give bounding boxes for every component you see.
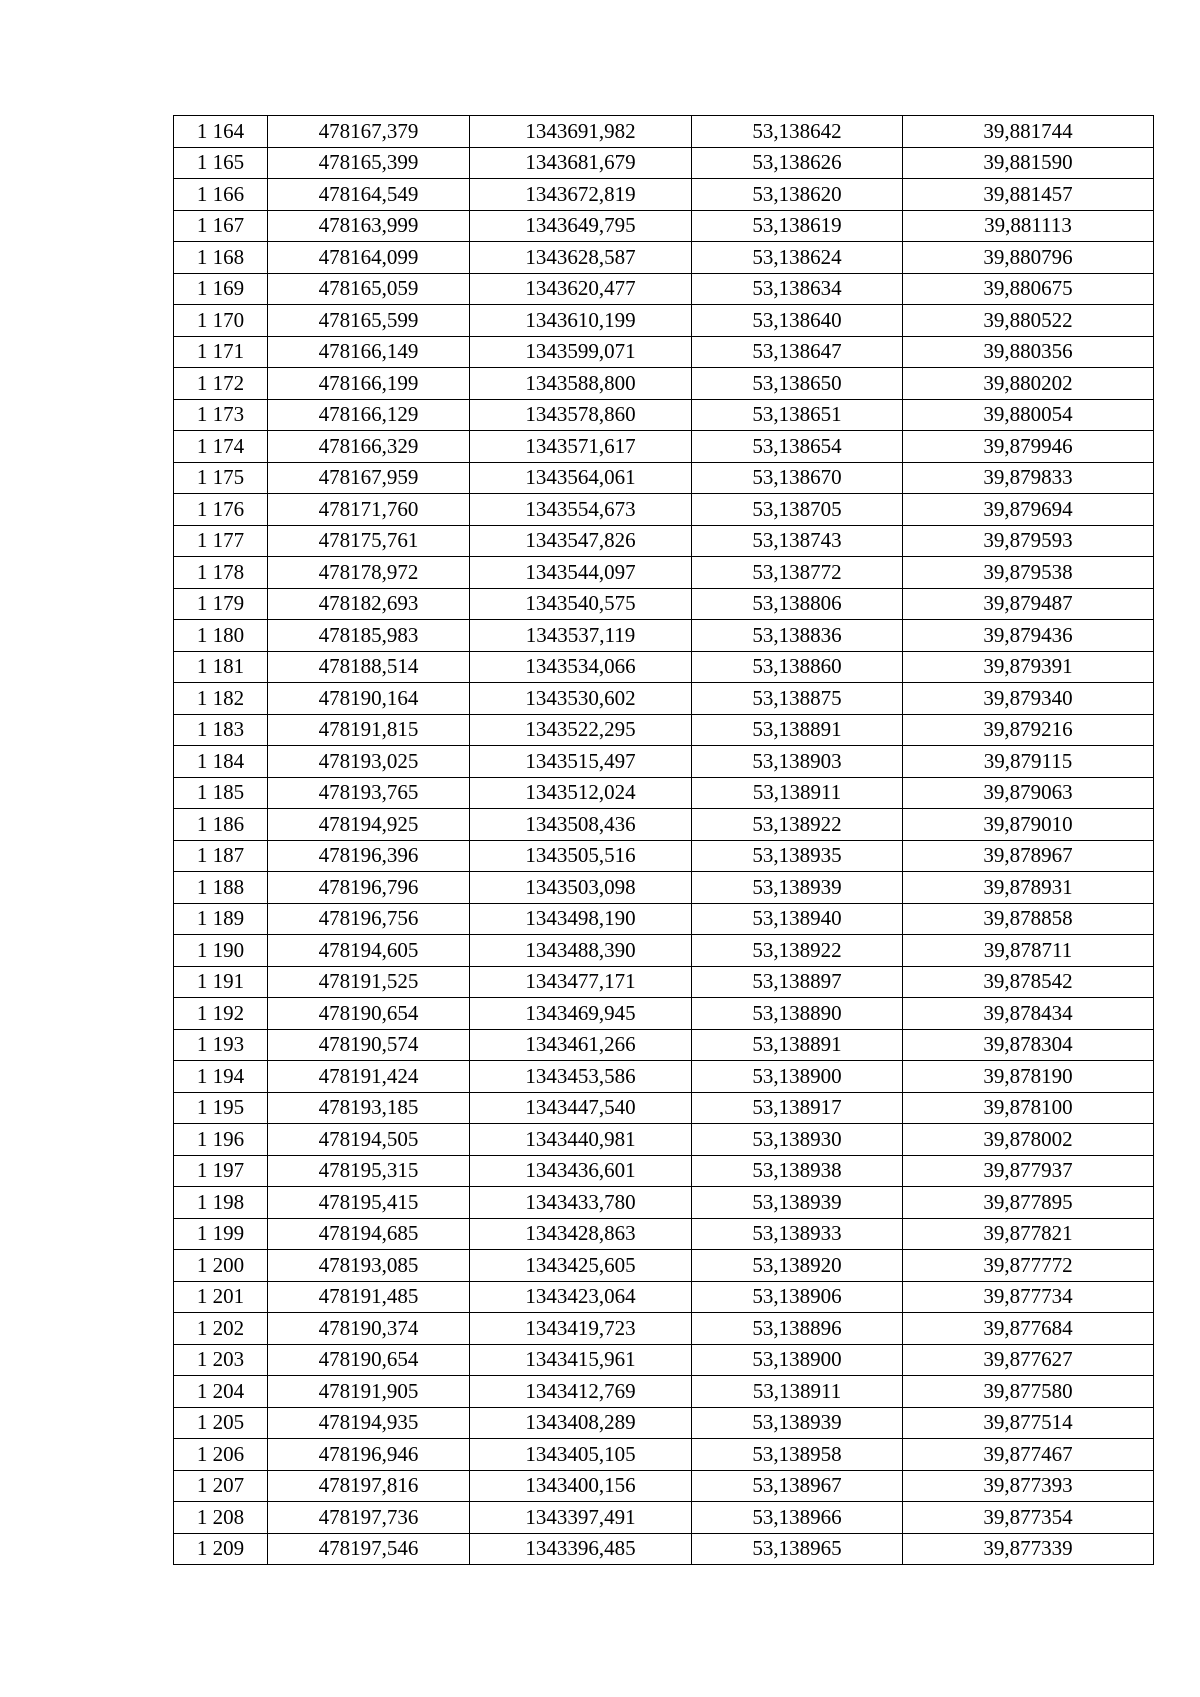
longitude-cell: 39,879833 [903, 462, 1154, 494]
longitude-cell: 39,877684 [903, 1313, 1154, 1345]
table-row [174, 1061, 1154, 1093]
table-row [174, 1092, 1154, 1124]
point-number-cell: 1 179 [174, 588, 268, 620]
latitude-cell: 53,138626 [692, 147, 903, 179]
x-coordinate-cell: 478191,525 [268, 966, 470, 998]
longitude-cell: 39,880054 [903, 399, 1154, 431]
x-coordinate-cell: 478196,756 [268, 903, 470, 935]
table-row [174, 431, 1154, 463]
table-row [174, 966, 1154, 998]
x-coordinate-cell: 478197,546 [268, 1533, 470, 1565]
point-number-cell: 1 173 [174, 399, 268, 431]
x-coordinate-cell: 478165,399 [268, 147, 470, 179]
y-coordinate-cell: 1343405,105 [470, 1439, 692, 1471]
x-coordinate-cell: 478165,599 [268, 305, 470, 337]
table-row [174, 1439, 1154, 1471]
x-coordinate-cell: 478190,374 [268, 1313, 470, 1345]
y-coordinate-cell: 1343488,390 [470, 935, 692, 967]
x-coordinate-cell: 478185,983 [268, 620, 470, 652]
latitude-cell: 53,138651 [692, 399, 903, 431]
table-row [174, 179, 1154, 211]
latitude-cell: 53,138920 [692, 1250, 903, 1282]
y-coordinate-cell: 1343610,199 [470, 305, 692, 337]
longitude-cell: 39,879115 [903, 746, 1154, 778]
longitude-cell: 39,877895 [903, 1187, 1154, 1219]
table-row [174, 494, 1154, 526]
x-coordinate-cell: 478194,685 [268, 1218, 470, 1250]
point-number-cell: 1 197 [174, 1155, 268, 1187]
point-number-cell: 1 167 [174, 210, 268, 242]
latitude-cell: 53,138705 [692, 494, 903, 526]
longitude-cell: 39,877339 [903, 1533, 1154, 1565]
point-number-cell: 1 199 [174, 1218, 268, 1250]
point-number-cell: 1 208 [174, 1502, 268, 1534]
table-row [174, 368, 1154, 400]
latitude-cell: 53,138647 [692, 336, 903, 368]
y-coordinate-cell: 1343423,064 [470, 1281, 692, 1313]
y-coordinate-cell: 1343672,819 [470, 179, 692, 211]
longitude-cell: 39,877772 [903, 1250, 1154, 1282]
longitude-cell: 39,879538 [903, 557, 1154, 589]
x-coordinate-cell: 478196,396 [268, 840, 470, 872]
x-coordinate-cell: 478193,025 [268, 746, 470, 778]
point-number-cell: 1 168 [174, 242, 268, 274]
latitude-cell: 53,138900 [692, 1344, 903, 1376]
x-coordinate-cell: 478166,149 [268, 336, 470, 368]
longitude-cell: 39,878002 [903, 1124, 1154, 1156]
x-coordinate-cell: 478191,815 [268, 714, 470, 746]
x-coordinate-cell: 478191,424 [268, 1061, 470, 1093]
point-number-cell: 1 207 [174, 1470, 268, 1502]
y-coordinate-cell: 1343400,156 [470, 1470, 692, 1502]
longitude-cell: 39,878931 [903, 872, 1154, 904]
table-row [174, 1250, 1154, 1282]
point-number-cell: 1 200 [174, 1250, 268, 1282]
x-coordinate-cell: 478164,549 [268, 179, 470, 211]
longitude-cell: 39,877467 [903, 1439, 1154, 1471]
x-coordinate-cell: 478166,329 [268, 431, 470, 463]
x-coordinate-cell: 478196,946 [268, 1439, 470, 1471]
table-row [174, 1502, 1154, 1534]
x-coordinate-cell: 478166,199 [268, 368, 470, 400]
y-coordinate-cell: 1343578,860 [470, 399, 692, 431]
table-row [174, 746, 1154, 778]
latitude-cell: 53,138619 [692, 210, 903, 242]
point-number-cell: 1 181 [174, 651, 268, 683]
table-row [174, 998, 1154, 1030]
x-coordinate-cell: 478196,796 [268, 872, 470, 904]
x-coordinate-cell: 478166,129 [268, 399, 470, 431]
point-number-cell: 1 164 [174, 116, 268, 148]
table-row [174, 777, 1154, 809]
table-row [174, 210, 1154, 242]
x-coordinate-cell: 478197,816 [268, 1470, 470, 1502]
longitude-cell: 39,879216 [903, 714, 1154, 746]
x-coordinate-cell: 478195,415 [268, 1187, 470, 1219]
table-row [174, 714, 1154, 746]
table-row [174, 840, 1154, 872]
latitude-cell: 53,138634 [692, 273, 903, 305]
latitude-cell: 53,138911 [692, 777, 903, 809]
table-row [174, 273, 1154, 305]
x-coordinate-cell: 478182,693 [268, 588, 470, 620]
y-coordinate-cell: 1343503,098 [470, 872, 692, 904]
point-number-cell: 1 204 [174, 1376, 268, 1408]
table-row [174, 147, 1154, 179]
point-number-cell: 1 176 [174, 494, 268, 526]
x-coordinate-cell: 478178,972 [268, 557, 470, 589]
table-row [174, 1470, 1154, 1502]
longitude-cell: 39,879010 [903, 809, 1154, 841]
x-coordinate-cell: 478193,185 [268, 1092, 470, 1124]
y-coordinate-cell: 1343534,066 [470, 651, 692, 683]
point-number-cell: 1 170 [174, 305, 268, 337]
y-coordinate-cell: 1343447,540 [470, 1092, 692, 1124]
longitude-cell: 39,880796 [903, 242, 1154, 274]
point-number-cell: 1 171 [174, 336, 268, 368]
point-number-cell: 1 174 [174, 431, 268, 463]
y-coordinate-cell: 1343547,826 [470, 525, 692, 557]
table-row [174, 1124, 1154, 1156]
latitude-cell: 53,138900 [692, 1061, 903, 1093]
x-coordinate-cell: 478175,761 [268, 525, 470, 557]
y-coordinate-cell: 1343620,477 [470, 273, 692, 305]
longitude-cell: 39,879391 [903, 651, 1154, 683]
y-coordinate-cell: 1343512,024 [470, 777, 692, 809]
point-number-cell: 1 183 [174, 714, 268, 746]
longitude-cell: 39,879436 [903, 620, 1154, 652]
point-number-cell: 1 198 [174, 1187, 268, 1219]
longitude-cell: 39,881457 [903, 179, 1154, 211]
x-coordinate-cell: 478190,654 [268, 998, 470, 1030]
point-number-cell: 1 189 [174, 903, 268, 935]
point-number-cell: 1 194 [174, 1061, 268, 1093]
table-row [174, 1407, 1154, 1439]
y-coordinate-cell: 1343628,587 [470, 242, 692, 274]
longitude-cell: 39,880522 [903, 305, 1154, 337]
latitude-cell: 53,138939 [692, 872, 903, 904]
table-row [174, 620, 1154, 652]
latitude-cell: 53,138891 [692, 1029, 903, 1061]
latitude-cell: 53,138640 [692, 305, 903, 337]
point-number-cell: 1 203 [174, 1344, 268, 1376]
point-number-cell: 1 202 [174, 1313, 268, 1345]
point-number-cell: 1 180 [174, 620, 268, 652]
point-number-cell: 1 182 [174, 683, 268, 715]
latitude-cell: 53,138772 [692, 557, 903, 589]
latitude-cell: 53,138917 [692, 1092, 903, 1124]
latitude-cell: 53,138624 [692, 242, 903, 274]
y-coordinate-cell: 1343530,602 [470, 683, 692, 715]
point-number-cell: 1 209 [174, 1533, 268, 1565]
x-coordinate-cell: 478190,654 [268, 1344, 470, 1376]
table-row [174, 1533, 1154, 1565]
y-coordinate-cell: 1343428,863 [470, 1218, 692, 1250]
point-number-cell: 1 196 [174, 1124, 268, 1156]
longitude-cell: 39,878434 [903, 998, 1154, 1030]
point-number-cell: 1 166 [174, 179, 268, 211]
point-number-cell: 1 178 [174, 557, 268, 589]
longitude-cell: 39,878711 [903, 935, 1154, 967]
y-coordinate-cell: 1343537,119 [470, 620, 692, 652]
latitude-cell: 53,138806 [692, 588, 903, 620]
x-coordinate-cell: 478194,505 [268, 1124, 470, 1156]
latitude-cell: 53,138890 [692, 998, 903, 1030]
point-number-cell: 1 195 [174, 1092, 268, 1124]
latitude-cell: 53,138935 [692, 840, 903, 872]
y-coordinate-cell: 1343691,982 [470, 116, 692, 148]
longitude-cell: 39,877937 [903, 1155, 1154, 1187]
y-coordinate-cell: 1343415,961 [470, 1344, 692, 1376]
latitude-cell: 53,138940 [692, 903, 903, 935]
y-coordinate-cell: 1343397,491 [470, 1502, 692, 1534]
longitude-cell: 39,877514 [903, 1407, 1154, 1439]
longitude-cell: 39,878858 [903, 903, 1154, 935]
y-coordinate-cell: 1343508,436 [470, 809, 692, 841]
x-coordinate-cell: 478194,605 [268, 935, 470, 967]
y-coordinate-cell: 1343515,497 [470, 746, 692, 778]
longitude-cell: 39,881590 [903, 147, 1154, 179]
table-row [174, 1376, 1154, 1408]
point-number-cell: 1 185 [174, 777, 268, 809]
coordinates-table [173, 115, 1154, 1565]
table-row [174, 305, 1154, 337]
latitude-cell: 53,138670 [692, 462, 903, 494]
table-row [174, 935, 1154, 967]
longitude-cell: 39,879694 [903, 494, 1154, 526]
table-row [174, 462, 1154, 494]
y-coordinate-cell: 1343522,295 [470, 714, 692, 746]
longitude-cell: 39,881113 [903, 210, 1154, 242]
y-coordinate-cell: 1343436,601 [470, 1155, 692, 1187]
longitude-cell: 39,877393 [903, 1470, 1154, 1502]
point-number-cell: 1 191 [174, 966, 268, 998]
y-coordinate-cell: 1343498,190 [470, 903, 692, 935]
table-row [174, 1155, 1154, 1187]
x-coordinate-cell: 478164,099 [268, 242, 470, 274]
latitude-cell: 53,138650 [692, 368, 903, 400]
table-row [174, 116, 1154, 148]
y-coordinate-cell: 1343433,780 [470, 1187, 692, 1219]
latitude-cell: 53,138958 [692, 1439, 903, 1471]
x-coordinate-cell: 478163,999 [268, 210, 470, 242]
latitude-cell: 53,138836 [692, 620, 903, 652]
latitude-cell: 53,138891 [692, 714, 903, 746]
table-row [174, 557, 1154, 589]
x-coordinate-cell: 478167,379 [268, 116, 470, 148]
x-coordinate-cell: 478193,085 [268, 1250, 470, 1282]
table-row [174, 683, 1154, 715]
longitude-cell: 39,878190 [903, 1061, 1154, 1093]
x-coordinate-cell: 478193,765 [268, 777, 470, 809]
longitude-cell: 39,878967 [903, 840, 1154, 872]
longitude-cell: 39,880202 [903, 368, 1154, 400]
x-coordinate-cell: 478197,736 [268, 1502, 470, 1534]
table-row [174, 903, 1154, 935]
x-coordinate-cell: 478194,935 [268, 1407, 470, 1439]
table-row [174, 399, 1154, 431]
table-row [174, 1218, 1154, 1250]
table-row [174, 1281, 1154, 1313]
longitude-cell: 39,880675 [903, 273, 1154, 305]
longitude-cell: 39,878304 [903, 1029, 1154, 1061]
latitude-cell: 53,138642 [692, 116, 903, 148]
y-coordinate-cell: 1343554,673 [470, 494, 692, 526]
longitude-cell: 39,879340 [903, 683, 1154, 715]
table-row [174, 651, 1154, 683]
point-number-cell: 1 193 [174, 1029, 268, 1061]
x-coordinate-cell: 478171,760 [268, 494, 470, 526]
y-coordinate-cell: 1343571,617 [470, 431, 692, 463]
x-coordinate-cell: 478191,485 [268, 1281, 470, 1313]
latitude-cell: 53,138654 [692, 431, 903, 463]
latitude-cell: 53,138743 [692, 525, 903, 557]
point-number-cell: 1 165 [174, 147, 268, 179]
table-row [174, 809, 1154, 841]
point-number-cell: 1 187 [174, 840, 268, 872]
table-row [174, 1344, 1154, 1376]
y-coordinate-cell: 1343681,679 [470, 147, 692, 179]
longitude-cell: 39,879946 [903, 431, 1154, 463]
latitude-cell: 53,138965 [692, 1533, 903, 1565]
table-row [174, 588, 1154, 620]
longitude-cell: 39,881744 [903, 116, 1154, 148]
y-coordinate-cell: 1343540,575 [470, 588, 692, 620]
point-number-cell: 1 190 [174, 935, 268, 967]
y-coordinate-cell: 1343505,516 [470, 840, 692, 872]
longitude-cell: 39,880356 [903, 336, 1154, 368]
x-coordinate-cell: 478188,514 [268, 651, 470, 683]
table-row [174, 1187, 1154, 1219]
point-number-cell: 1 188 [174, 872, 268, 904]
y-coordinate-cell: 1343599,071 [470, 336, 692, 368]
latitude-cell: 53,138966 [692, 1502, 903, 1534]
point-number-cell: 1 186 [174, 809, 268, 841]
latitude-cell: 53,138933 [692, 1218, 903, 1250]
x-coordinate-cell: 478167,959 [268, 462, 470, 494]
point-number-cell: 1 201 [174, 1281, 268, 1313]
longitude-cell: 39,878100 [903, 1092, 1154, 1124]
table-row [174, 242, 1154, 274]
longitude-cell: 39,877627 [903, 1344, 1154, 1376]
latitude-cell: 53,138897 [692, 966, 903, 998]
table-row [174, 525, 1154, 557]
y-coordinate-cell: 1343649,795 [470, 210, 692, 242]
y-coordinate-cell: 1343408,289 [470, 1407, 692, 1439]
longitude-cell: 39,877354 [903, 1502, 1154, 1534]
point-number-cell: 1 192 [174, 998, 268, 1030]
y-coordinate-cell: 1343440,981 [470, 1124, 692, 1156]
point-number-cell: 1 175 [174, 462, 268, 494]
latitude-cell: 53,138906 [692, 1281, 903, 1313]
table-row [174, 1313, 1154, 1345]
latitude-cell: 53,138939 [692, 1407, 903, 1439]
y-coordinate-cell: 1343544,097 [470, 557, 692, 589]
longitude-cell: 39,878542 [903, 966, 1154, 998]
coordinates-table-body [174, 116, 1154, 1565]
longitude-cell: 39,877734 [903, 1281, 1154, 1313]
longitude-cell: 39,879063 [903, 777, 1154, 809]
latitude-cell: 53,138938 [692, 1155, 903, 1187]
point-number-cell: 1 169 [174, 273, 268, 305]
point-number-cell: 1 177 [174, 525, 268, 557]
y-coordinate-cell: 1343477,171 [470, 966, 692, 998]
y-coordinate-cell: 1343396,485 [470, 1533, 692, 1565]
latitude-cell: 53,138860 [692, 651, 903, 683]
y-coordinate-cell: 1343564,061 [470, 462, 692, 494]
y-coordinate-cell: 1343419,723 [470, 1313, 692, 1345]
y-coordinate-cell: 1343461,266 [470, 1029, 692, 1061]
x-coordinate-cell: 478165,059 [268, 273, 470, 305]
longitude-cell: 39,877580 [903, 1376, 1154, 1408]
point-number-cell: 1 184 [174, 746, 268, 778]
x-coordinate-cell: 478191,905 [268, 1376, 470, 1408]
x-coordinate-cell: 478190,164 [268, 683, 470, 715]
x-coordinate-cell: 478190,574 [268, 1029, 470, 1061]
latitude-cell: 53,138896 [692, 1313, 903, 1345]
y-coordinate-cell: 1343588,800 [470, 368, 692, 400]
latitude-cell: 53,138620 [692, 179, 903, 211]
table-row [174, 336, 1154, 368]
latitude-cell: 53,138922 [692, 935, 903, 967]
y-coordinate-cell: 1343412,769 [470, 1376, 692, 1408]
longitude-cell: 39,879487 [903, 588, 1154, 620]
table-row [174, 872, 1154, 904]
longitude-cell: 39,877821 [903, 1218, 1154, 1250]
y-coordinate-cell: 1343469,945 [470, 998, 692, 1030]
latitude-cell: 53,138967 [692, 1470, 903, 1502]
latitude-cell: 53,138903 [692, 746, 903, 778]
latitude-cell: 53,138911 [692, 1376, 903, 1408]
latitude-cell: 53,138939 [692, 1187, 903, 1219]
x-coordinate-cell: 478195,315 [268, 1155, 470, 1187]
point-number-cell: 1 205 [174, 1407, 268, 1439]
x-coordinate-cell: 478194,925 [268, 809, 470, 841]
latitude-cell: 53,138875 [692, 683, 903, 715]
point-number-cell: 1 172 [174, 368, 268, 400]
latitude-cell: 53,138930 [692, 1124, 903, 1156]
y-coordinate-cell: 1343425,605 [470, 1250, 692, 1282]
point-number-cell: 1 206 [174, 1439, 268, 1471]
longitude-cell: 39,879593 [903, 525, 1154, 557]
table-row [174, 1029, 1154, 1061]
y-coordinate-cell: 1343453,586 [470, 1061, 692, 1093]
latitude-cell: 53,138922 [692, 809, 903, 841]
